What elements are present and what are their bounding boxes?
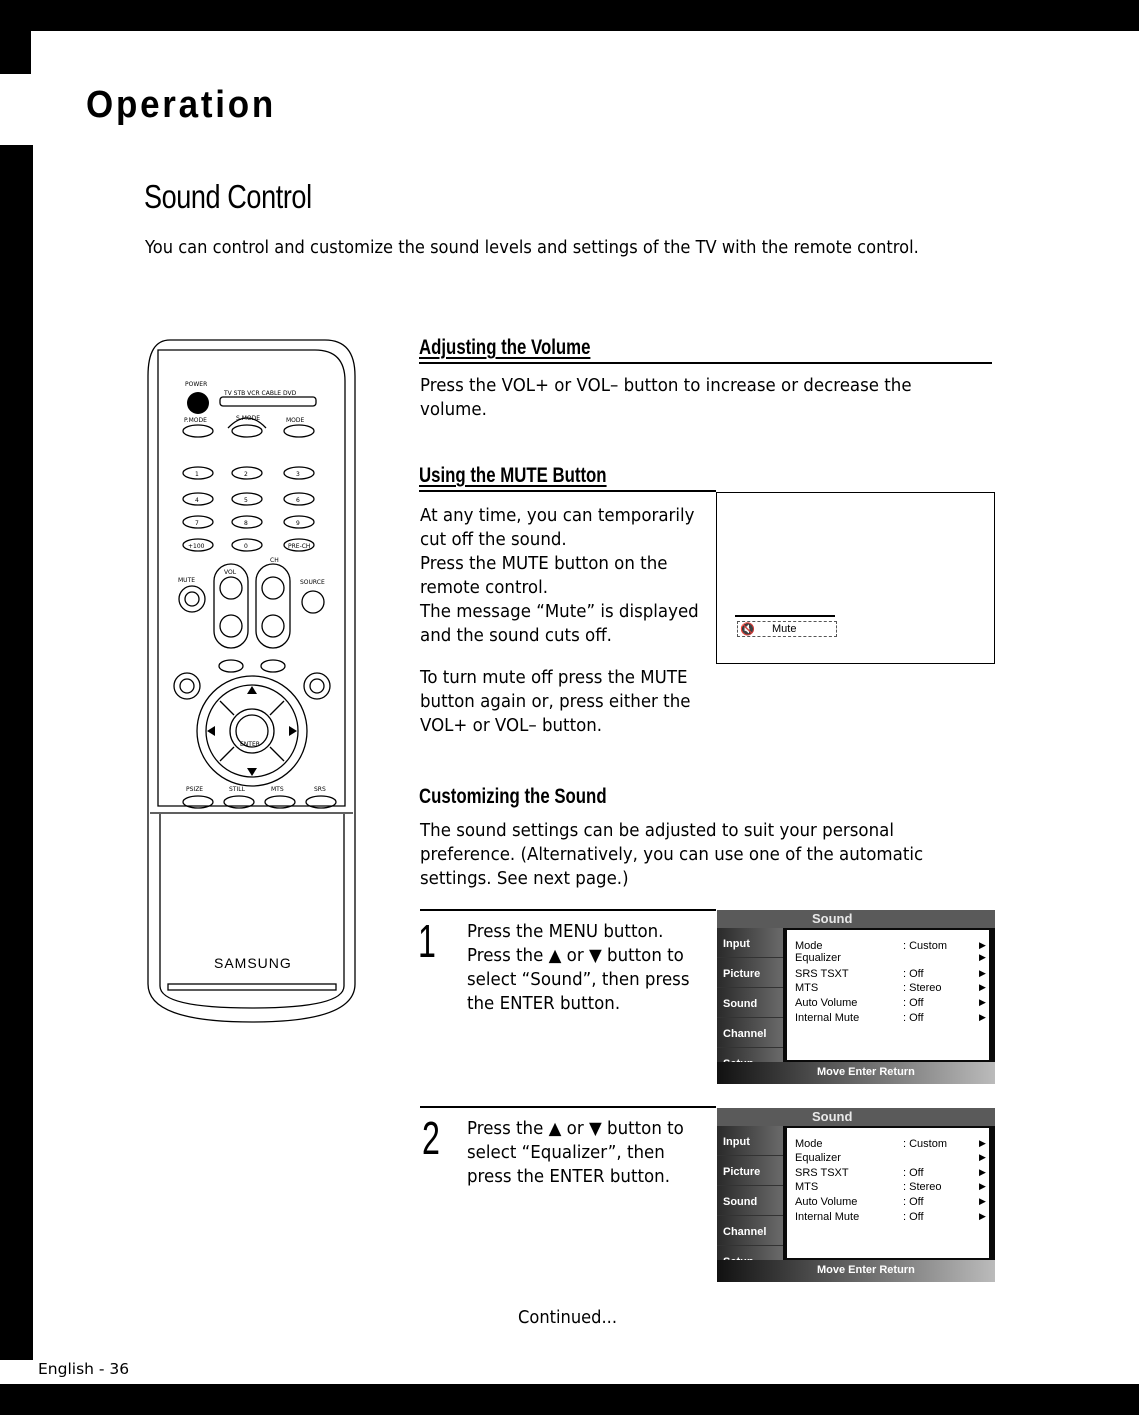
remote-label-vol: VOL <box>224 569 237 576</box>
key-8: 8 <box>244 520 248 527</box>
osd-side-picture: Picture <box>717 958 783 988</box>
remote-label-psize: PSIZE <box>186 786 204 793</box>
key-plus100: +100 <box>188 543 205 550</box>
step-2-rule <box>420 1106 716 1108</box>
arrow-right-icon: ▶ <box>979 968 986 978</box>
mute-off-line-1: To turn mute off press the MUTE <box>420 668 688 688</box>
key-3: 3 <box>296 471 300 478</box>
remote-label-still: STILL <box>229 786 245 793</box>
step-1-line-1: Press the MENU button. <box>467 922 664 942</box>
arrow-right-icon: ▶ <box>979 1196 986 1206</box>
osd-row: SRS TSXT : Off ▶ <box>795 1167 986 1179</box>
step-2-line-2: select “Equalizer”, then <box>467 1143 665 1163</box>
volume-text: Press the VOL+ or VOL– button to increase or decrease the volume. <box>420 376 912 420</box>
mute-line-6: and the sound cuts off. <box>420 626 612 646</box>
osd-panel <box>787 930 989 1060</box>
mute-off-line-3: VOL+ or VOL– button. <box>420 716 603 736</box>
continued-text: Continued... <box>518 1308 618 1328</box>
remote-label-pmode: P.MODE <box>184 417 207 424</box>
osd-side-sound: Sound <box>717 988 783 1018</box>
top-black-bar <box>0 0 1139 31</box>
osd-row: Auto Volume : Off ▶ <box>795 997 986 1009</box>
intro-text: You can control and customize the sound levels and settings of the TV with the remote control. <box>145 238 919 258</box>
osd-sidebar <box>717 1126 783 1276</box>
remote-brand-logo: SAMSUNG <box>214 955 292 971</box>
key-4: 4 <box>195 497 199 504</box>
osd-row: Equalizer ▶ <box>795 1152 986 1164</box>
remote-label-smode: S.MODE <box>236 415 261 422</box>
mute-speaker-icon: 🔇 <box>740 622 755 636</box>
osd-side-picture: Picture <box>717 1156 783 1186</box>
remote-label-power: POWER <box>185 381 208 388</box>
mute-osd-label: Mute <box>772 623 797 635</box>
mute-line-4: remote control. <box>420 578 549 598</box>
step-2-text <box>467 1117 705 1189</box>
arrow-right-icon: ▶ <box>979 997 986 1007</box>
remote-label-srs: SRS <box>314 786 326 793</box>
arrow-right-icon: ▶ <box>979 1181 986 1191</box>
osd-side-channel: Channel <box>717 1216 783 1246</box>
osd-title: Sound <box>812 1109 853 1124</box>
custom-line-1: The sound settings can be adjusted to suit your personal <box>420 821 894 841</box>
mute-off-text <box>420 666 705 738</box>
key-6: 6 <box>296 497 300 504</box>
custom-text <box>420 819 952 891</box>
mute-screen-illustration <box>716 492 995 664</box>
remote-label-enter: ENTER <box>240 741 260 748</box>
osd-sound-menu-step2 <box>717 1108 995 1282</box>
volume-heading: Adjusting the Volume <box>419 336 591 359</box>
osd-row: SRS TSXT : Off ▶ <box>795 968 986 980</box>
mute-heading-rule <box>419 490 716 492</box>
step-2-line-3: press the ENTER button. <box>467 1167 670 1187</box>
osd-row: Mode : Custom ▶ <box>795 1138 986 1150</box>
step-1-number: 1 <box>418 915 436 967</box>
mute-line-1: At any time, you can temporarily <box>420 506 695 526</box>
arrow-right-icon: ▶ <box>979 952 986 962</box>
osd-row: Internal Mute : Off ▶ <box>795 1012 986 1024</box>
left-black-bar <box>0 145 33 1360</box>
osd-footer: Move Enter Return <box>817 1066 915 1078</box>
osd-side-input: Input <box>717 928 783 958</box>
custom-heading: Customizing the Sound <box>419 785 607 808</box>
osd-panel <box>787 1128 989 1258</box>
osd-side-sound: Sound <box>717 1186 783 1216</box>
arrow-right-icon: ▶ <box>979 940 986 950</box>
mute-heading: Using the MUTE Button <box>419 464 607 487</box>
arrow-right-icon: ▶ <box>979 1211 986 1221</box>
mute-osd <box>737 621 837 637</box>
mute-line-3: Press the MUTE button on the <box>420 554 668 574</box>
mute-off-line-2: button again or, press either the <box>420 692 691 712</box>
page-title: Sound Control <box>144 178 312 215</box>
mute-text <box>420 504 705 648</box>
osd-row: Auto Volume : Off ▶ <box>795 1196 986 1208</box>
key-prech: PRE-CH <box>288 543 311 550</box>
step-2-number: 2 <box>422 1112 440 1164</box>
step-1-line-4: the ENTER button. <box>467 994 621 1014</box>
osd-row: MTS : Stereo ▶ <box>795 982 986 994</box>
osd-title: Sound <box>812 911 853 926</box>
step-1-rule <box>420 909 716 911</box>
custom-line-2: preference. (Alternatively, you can use one of the automatic <box>420 845 924 865</box>
key-2: 2 <box>244 471 248 478</box>
osd-sound-menu-step1 <box>717 910 995 1084</box>
remote-label-ch: CH <box>270 557 279 564</box>
custom-line-3: settings. See next page.) <box>420 869 629 889</box>
arrow-right-icon: ▶ <box>979 1152 986 1162</box>
step-1-line-2: Press the ▲ or ▼ button to <box>467 946 684 966</box>
arrow-right-icon: ▶ <box>979 1012 986 1022</box>
mute-line-5: The message “Mute” is displayed <box>420 602 699 622</box>
key-5: 5 <box>244 497 248 504</box>
osd-row: Mode : Custom ▶ <box>795 940 986 952</box>
key-1: 1 <box>195 471 199 478</box>
volume-heading-rule <box>419 362 992 364</box>
step-1-text <box>467 920 705 1016</box>
remote-label-mute: MUTE <box>178 577 196 584</box>
step-2-line-1: Press the ▲ or ▼ button to <box>467 1119 684 1139</box>
osd-footer: Move Enter Return <box>817 1264 915 1276</box>
osd-side-channel: Channel <box>717 1018 783 1048</box>
power-button-icon <box>187 392 209 414</box>
osd-sidebar <box>717 928 783 1078</box>
page-footer: English - 36 <box>38 1360 130 1378</box>
arrow-right-icon: ▶ <box>979 1138 986 1148</box>
left-black-tab <box>0 0 31 74</box>
step-1-line-3: select “Sound”, then press <box>467 970 690 990</box>
remote-label-modes: TV STB VCR CABLE DVD <box>224 390 297 397</box>
osd-row: MTS : Stereo ▶ <box>795 1181 986 1193</box>
arrow-right-icon: ▶ <box>979 982 986 992</box>
osd-side-input: Input <box>717 1126 783 1156</box>
arrow-right-icon: ▶ <box>979 1167 986 1177</box>
key-0: 0 <box>244 543 248 550</box>
remote-control-illustration <box>140 336 365 1026</box>
remote-label-mts: MTS <box>271 786 284 793</box>
key-7: 7 <box>195 520 199 527</box>
section-title: Operation <box>86 84 276 126</box>
osd-row: Equalizer ▶ <box>795 952 986 964</box>
osd-row: Internal Mute : Off ▶ <box>795 1211 986 1223</box>
key-9: 9 <box>296 520 300 527</box>
remote-label-source: SOURCE <box>300 579 325 586</box>
remote-label-mode: MODE <box>286 417 305 424</box>
mute-line-2: cut off the sound. <box>420 530 567 550</box>
bottom-black-bar <box>0 1384 1139 1415</box>
